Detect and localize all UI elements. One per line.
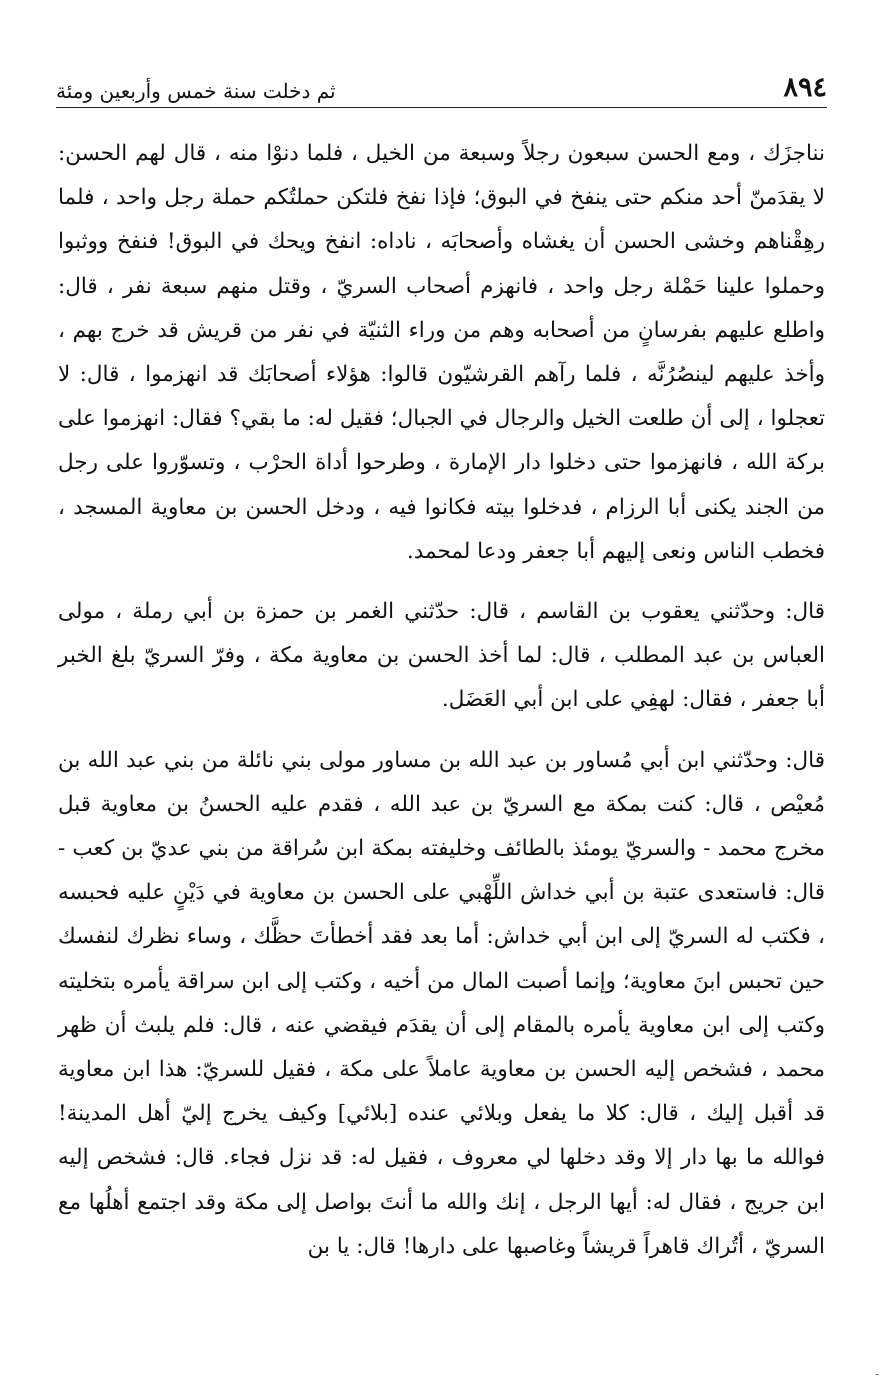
paragraph-2: قال: وحدّثني يعقوب بن القاسم ، قال: حدّثني الغمر بن حمزة بن أبي رملة ، مولى العباس بن عبد المطلب ، قال: لما أخذ الحسن بن معاوية مكة ، وفرّ السريّ بلغ الخبر أبا جعفر ، فقال: لهفِي على ابن أبي العَضَل. bbox=[58, 599, 825, 713]
paragraph-3: قال: وحدّثني ابن أبي مُساور بن عبد الله بن مساور مولى بني نائلة من بني عبد الله بن مُعيْص ، قال: كنت بمكة مع السريّ بن عبد الله ، فقدم عليه الحسنُ بن معاوية قبل مخرج محمد - والسريّ يومئذ بالطائف وخليفته بمكة ابن سُراقة من بني عديّ بن كعب - قال: فاستعدى عتبة بن أبي خداش اللِّهْبي على الحسن بن معاوية في دَيْنٍ عليه فحبسه ، فكتب له السريّ إلى ابن أبي خداش: أما بعد فقد أخطأتَ حظَّك ، وساء نظرك لنفسك حين تحبس ابنَ معاوية؛ وإنما أصبت المال من أخيه ، وكتب إلى ابن سراقة يأمره بتخليته وكتب إلى ابن معاوية يأمره بالمقام إلى أن يقدَم فيقضي عنه ، قال: فلم يلبث أن ظهر محمد ، فشخص إليه الحسن بن معاوية عاملاً على مكة ، فقيل للسريّ: هذا ابن معاوية قد أقبل إليك ، قال: كلا ما يفعل وبلائي عنده [بلائي] وكيف يخرج إليّ أهل المدينة! فوالله ما بها دار إلا وقد دخلها لي معروف ، فقيل له: قد نزل فجاء. قال: فشخص إليه ابن جريج ، فقال له: أيها الرجل ، إنك والله ما أنتَ بواصل إلى مكة وقد اجتمع أهلُها مع السريّ ، أتُراك قاهراً قريشاً وغاصبها على دارها! قال: يا بن bbox=[58, 747, 825, 1259]
running-title: ثم دخلت سنة خمس وأربعين ومئة bbox=[56, 79, 336, 103]
paragraph-1: نناجزَك ، ومع الحسن سبعون رجلاً وسبعة من الخيل ، فلما دنوْا منه ، قال لهم الحسن: لا يقدَمنّ أحد منكم حتى ينفخ في البوق؛ فإذا نفخ فلتكن حملتُكم حملة رجل واحد ، فلما رهِقْناهم وخشى الحسن أن يغشاه وأصحابَه ، ناداه: انفخ ويحك في البوق! فنفخ ووثبوا وحملوا علينا حَمْلة رجل واحد ، فانهزم أصحاب السريّ ، وقتل منهم سبعة نفر ، قال: واطلع عليهم بفرسانٍ من أصحابه وهم من وراء الثنيّة في نفر من قريش قد خرج بهم ، وأخذ عليهم لينصُرُنَّه ، فلما رآهم القرشيّون قالوا: هؤلاء أصحابَك قد انهزموا ، قال: لا تعجلوا ، إلى أن طلعت الخيل والرجال في الجبال؛ فقيل له: ما بقي؟ فقال: انهزموا على بركة الله ، فانهزموا حتى دخلوا دار الإمارة ، وطرحوا أداة الحرْب ، وتسوّروا على رجل من الجند يكنى أبا الرزام ، فدخلوا بيته فكانوا فيه ، ودخل الحسن بن معاوية المسجد ، فخطب الناس ونعى إليهم أبا جعفر ودعا لمحمد. bbox=[58, 141, 825, 564]
edge-mark: - bbox=[874, 1367, 879, 1381]
page-number: ٨٩٤ bbox=[783, 72, 827, 103]
page-header bbox=[56, 68, 827, 108]
body-text bbox=[58, 132, 825, 1269]
